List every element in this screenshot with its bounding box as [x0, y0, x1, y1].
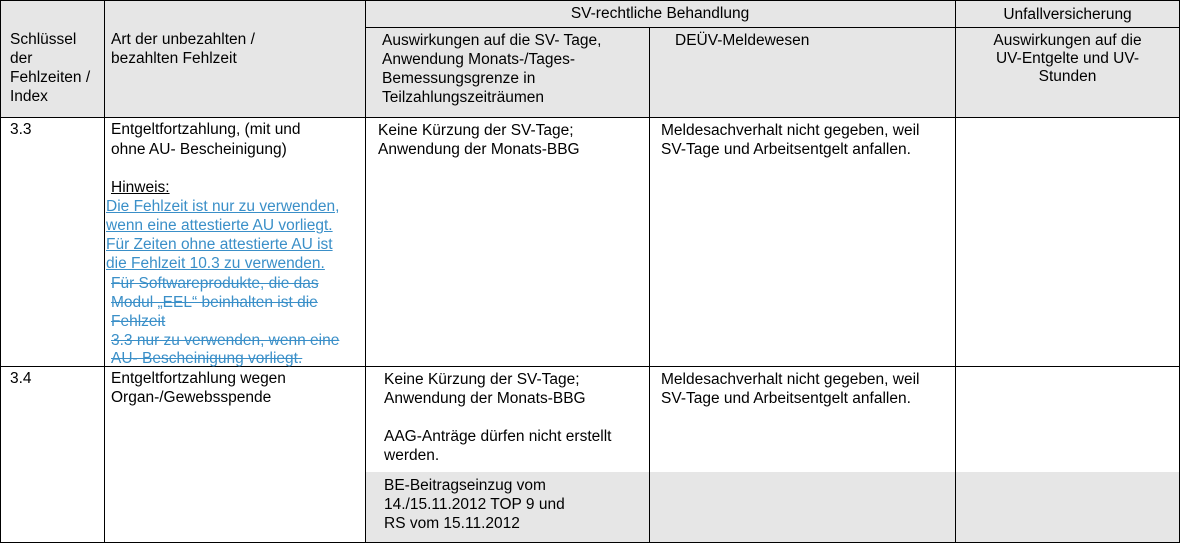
col-header-key-line: Index	[10, 88, 48, 105]
col-header-sv-days-line: Auswirkungen auf die SV- Tage,	[382, 32, 602, 49]
deleted-line: 3.3 nur zu verwenden, wenn eine	[111, 332, 340, 349]
row-sv-days-note-line: AAG-Anträge dürfen nicht erstellt	[384, 428, 612, 445]
row-deuev-line: SV-Tage und Arbeitsentgelt anfallen.	[661, 390, 911, 407]
inserted-line: wenn eine attestierte AU vorliegt.	[106, 217, 333, 234]
inserted-line: die Fehlzeit 10.3 zu verwenden.	[106, 255, 325, 272]
sv-group-header: SV-rechtliche Behandlung	[570, 5, 750, 22]
col-header-uv-line: Auswirkungen auf die	[993, 32, 1142, 49]
col-header-uv-line: UV-Entgelte und UV-	[995, 50, 1140, 67]
col-header-deuev: DEÜV-Meldewesen	[675, 32, 810, 49]
deleted-line: Fehlzeit	[111, 313, 166, 330]
col-header-type-line: bezahlten Fehlzeit	[111, 50, 237, 67]
row-key: 3.4	[10, 370, 32, 387]
row-sv-days-line: Keine Kürzung der SV-Tage;	[384, 371, 580, 388]
col-header-key-line: Fehlzeiten /	[10, 69, 91, 86]
deleted-line: AU- Bescheinigung vorliegt.	[111, 350, 303, 367]
row-type-line: Entgeltfortzahlung wegen	[111, 370, 286, 387]
col-header-type-line: Art der unbezahlten /	[111, 31, 255, 48]
inserted-line: Die Fehlzeit ist nur zu verwenden,	[106, 198, 340, 215]
row-key: 3.3	[10, 121, 32, 138]
col-header-sv-days-line: Bemessungsgrenze in	[382, 70, 536, 87]
col-header-sv-days-line: Anwendung Monats-/Tages-	[382, 51, 576, 68]
inserted-line: Für Zeiten ohne attestierte AU ist	[106, 236, 333, 253]
row-sv-days-line: Anwendung der Monats-BBG	[378, 141, 580, 158]
row-deuev-line: SV-Tage und Arbeitsentgelt anfallen.	[661, 141, 911, 158]
row-deuev-line: Meldesachverhalt nicht gegeben, weil	[661, 371, 920, 388]
col-header-key-line: der	[10, 50, 33, 67]
row-deuev-line: Meldesachverhalt nicht gegeben, weil	[661, 122, 920, 139]
note-label: Hinweis:	[111, 179, 170, 196]
deleted-line: Modul „EEL“ beinhalten ist die	[111, 294, 318, 311]
col-header-uv-line: Stunden	[1038, 68, 1097, 85]
row-type-line: ohne AU- Bescheinigung)	[111, 141, 287, 158]
row-type-line: Organ-/Gewebsspende	[111, 389, 272, 406]
row-sv-days-line: Keine Kürzung der SV-Tage;	[378, 122, 574, 139]
col-header-sv-days-line: Teilzahlungszeiträumen	[382, 89, 544, 106]
row-sv-days-note-line: werden.	[384, 447, 440, 464]
deleted-line: Für Softwareprodukte, die das	[111, 275, 319, 292]
row-sv-days-ref-line: 14./15.11.2012 TOP 9 und	[384, 496, 565, 513]
row-type-line: Entgeltfortzahlung, (mit und	[111, 121, 301, 138]
uv-group-header: Unfallversicherung	[1003, 6, 1132, 23]
row-sv-days-ref-line: RS vom 15.11.2012	[384, 515, 520, 532]
col-header-key-line: Schlüssel	[10, 31, 77, 48]
row-sv-days-line: Anwendung der Monats-BBG	[384, 390, 586, 407]
row-sv-days-ref-line: BE-Beitragseinzug vom	[384, 477, 546, 494]
